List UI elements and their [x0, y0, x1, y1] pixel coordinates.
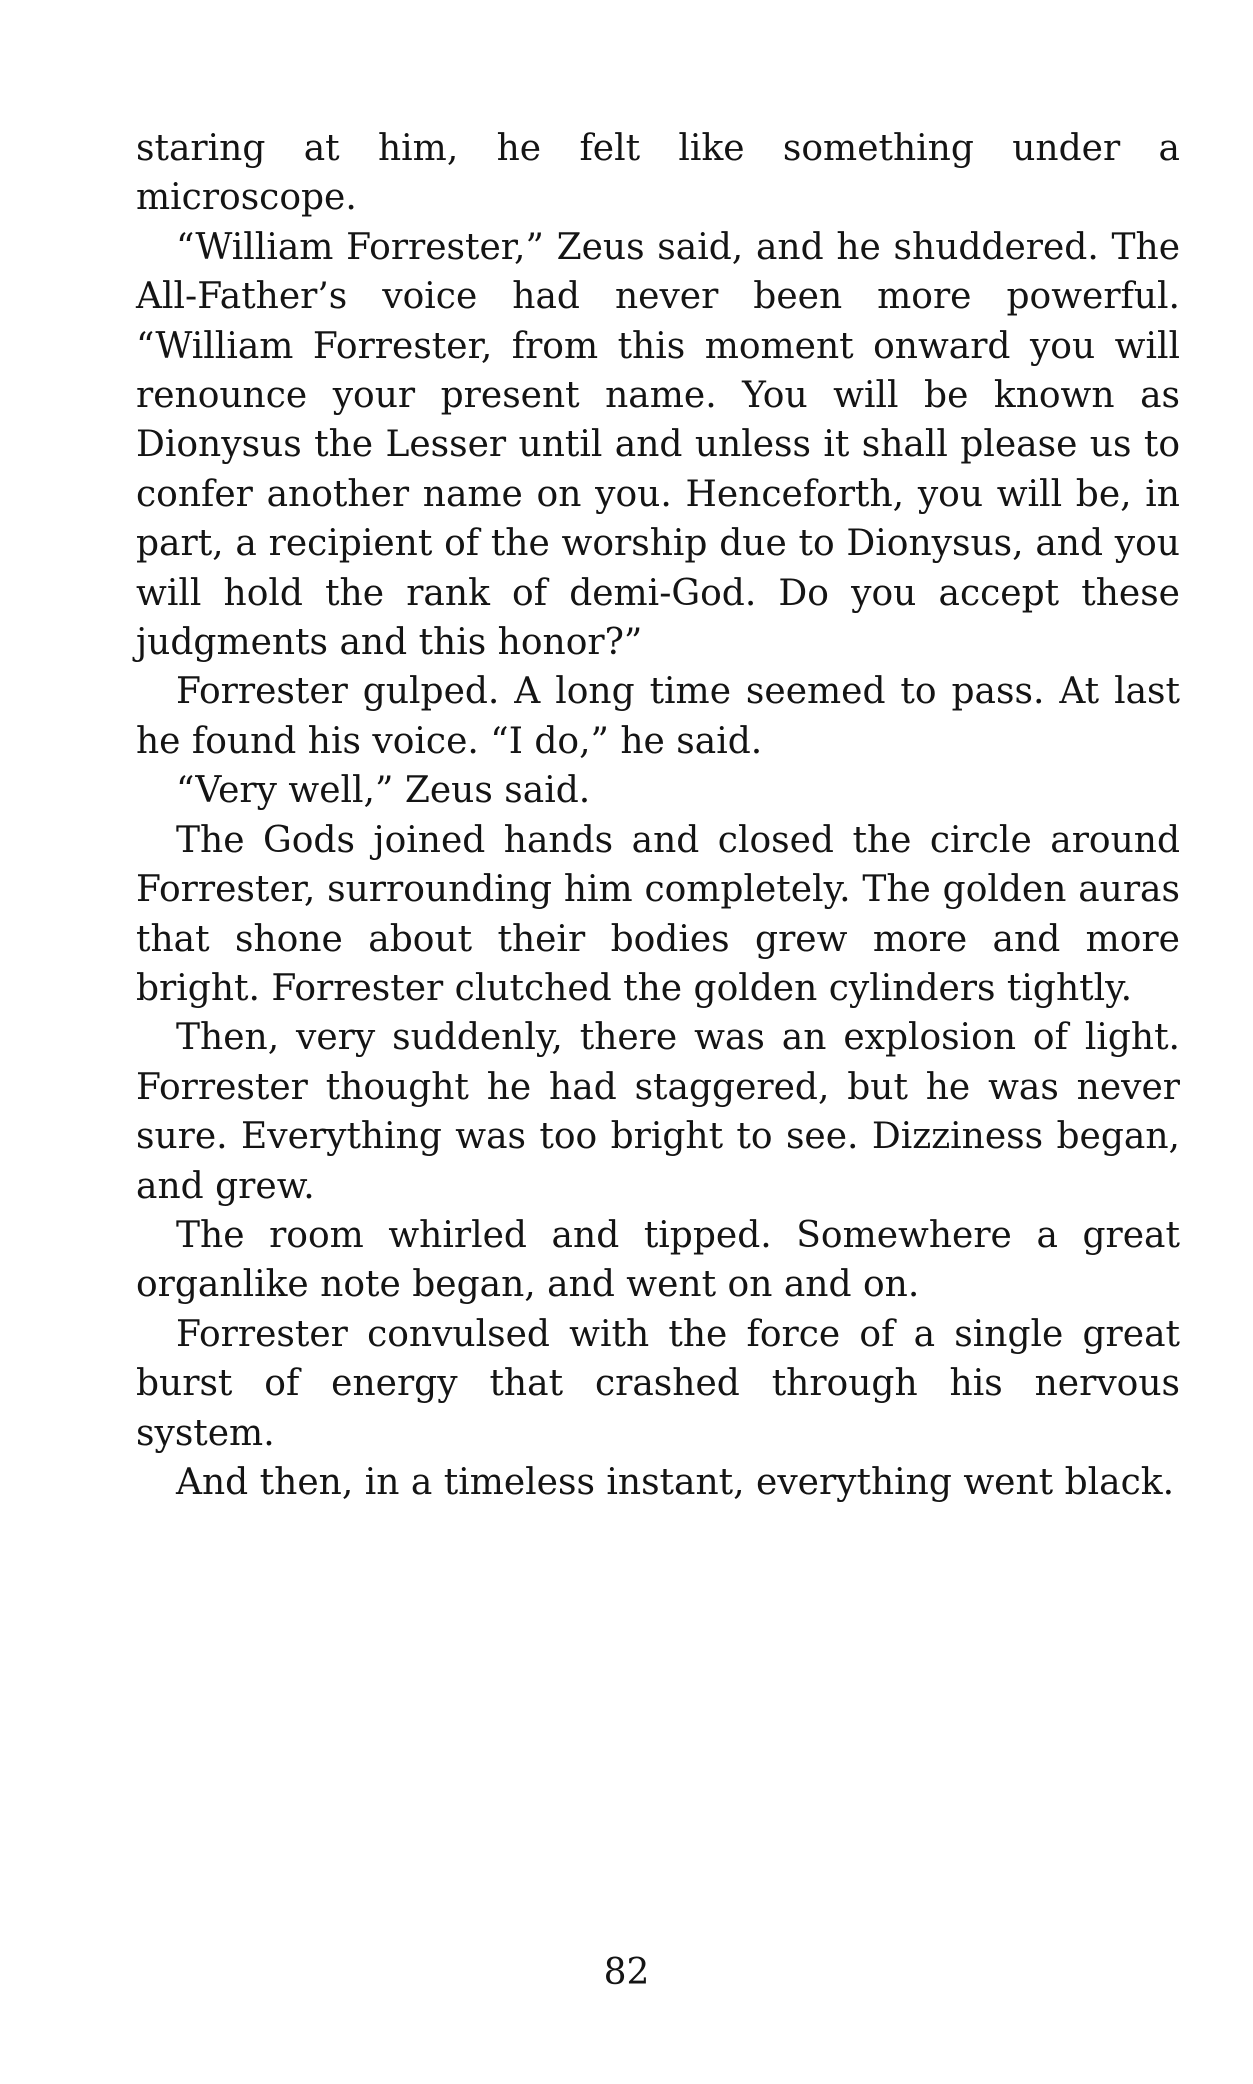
page-number: 82 — [603, 1952, 650, 1993]
paragraph-6: Then, very suddenly, there was an explosion of light. Forrester thought he had staggered, but he was never sure. Everything was too bright to see. Dizziness began, and grew. — [136, 1017, 1180, 1207]
paragraph-2: “William Forrester,” Zeus said, and he shuddered. The All-Father’s voice had never been more powerful. “William Forrester, from this moment onward you will renounce your present name. You will be known as Dionysus the Lesser until and unless it shall please us to confer another name on you. Henceforth, you will be, in part, a recipient of the worship due to Dionysus, and you will hold the rank of demi-God. Do you accept these judgments and this honor?” — [136, 226, 1180, 664]
paragraph-4: “Very well,” Zeus said. — [176, 770, 591, 812]
paragraph-8: Forrester convulsed with the force of a single great burst of energy that crashed through his nervous system. — [136, 1313, 1180, 1454]
paragraph-9: And then, in a timeless instant, everything went black. — [176, 1461, 1175, 1503]
body-text — [136, 124, 1180, 1507]
paragraph-7: The room whirled and tipped. Somewhere a great organlike note began, and went on and on. — [136, 1214, 1180, 1306]
paragraph-5: The Gods joined hands and closed the circle around Forrester, surrounding him completely. The golden auras that shone about their bodies grew more and more bright. Forrester clutched the golden cylinders tightly. — [136, 819, 1180, 1009]
paragraph-1: staring at him, he felt like something under a microscope. — [136, 128, 1180, 219]
paragraph-3: Forrester gulped. A long time seemed to pass. At last he found his voice. “I do,” he said. — [136, 671, 1180, 762]
